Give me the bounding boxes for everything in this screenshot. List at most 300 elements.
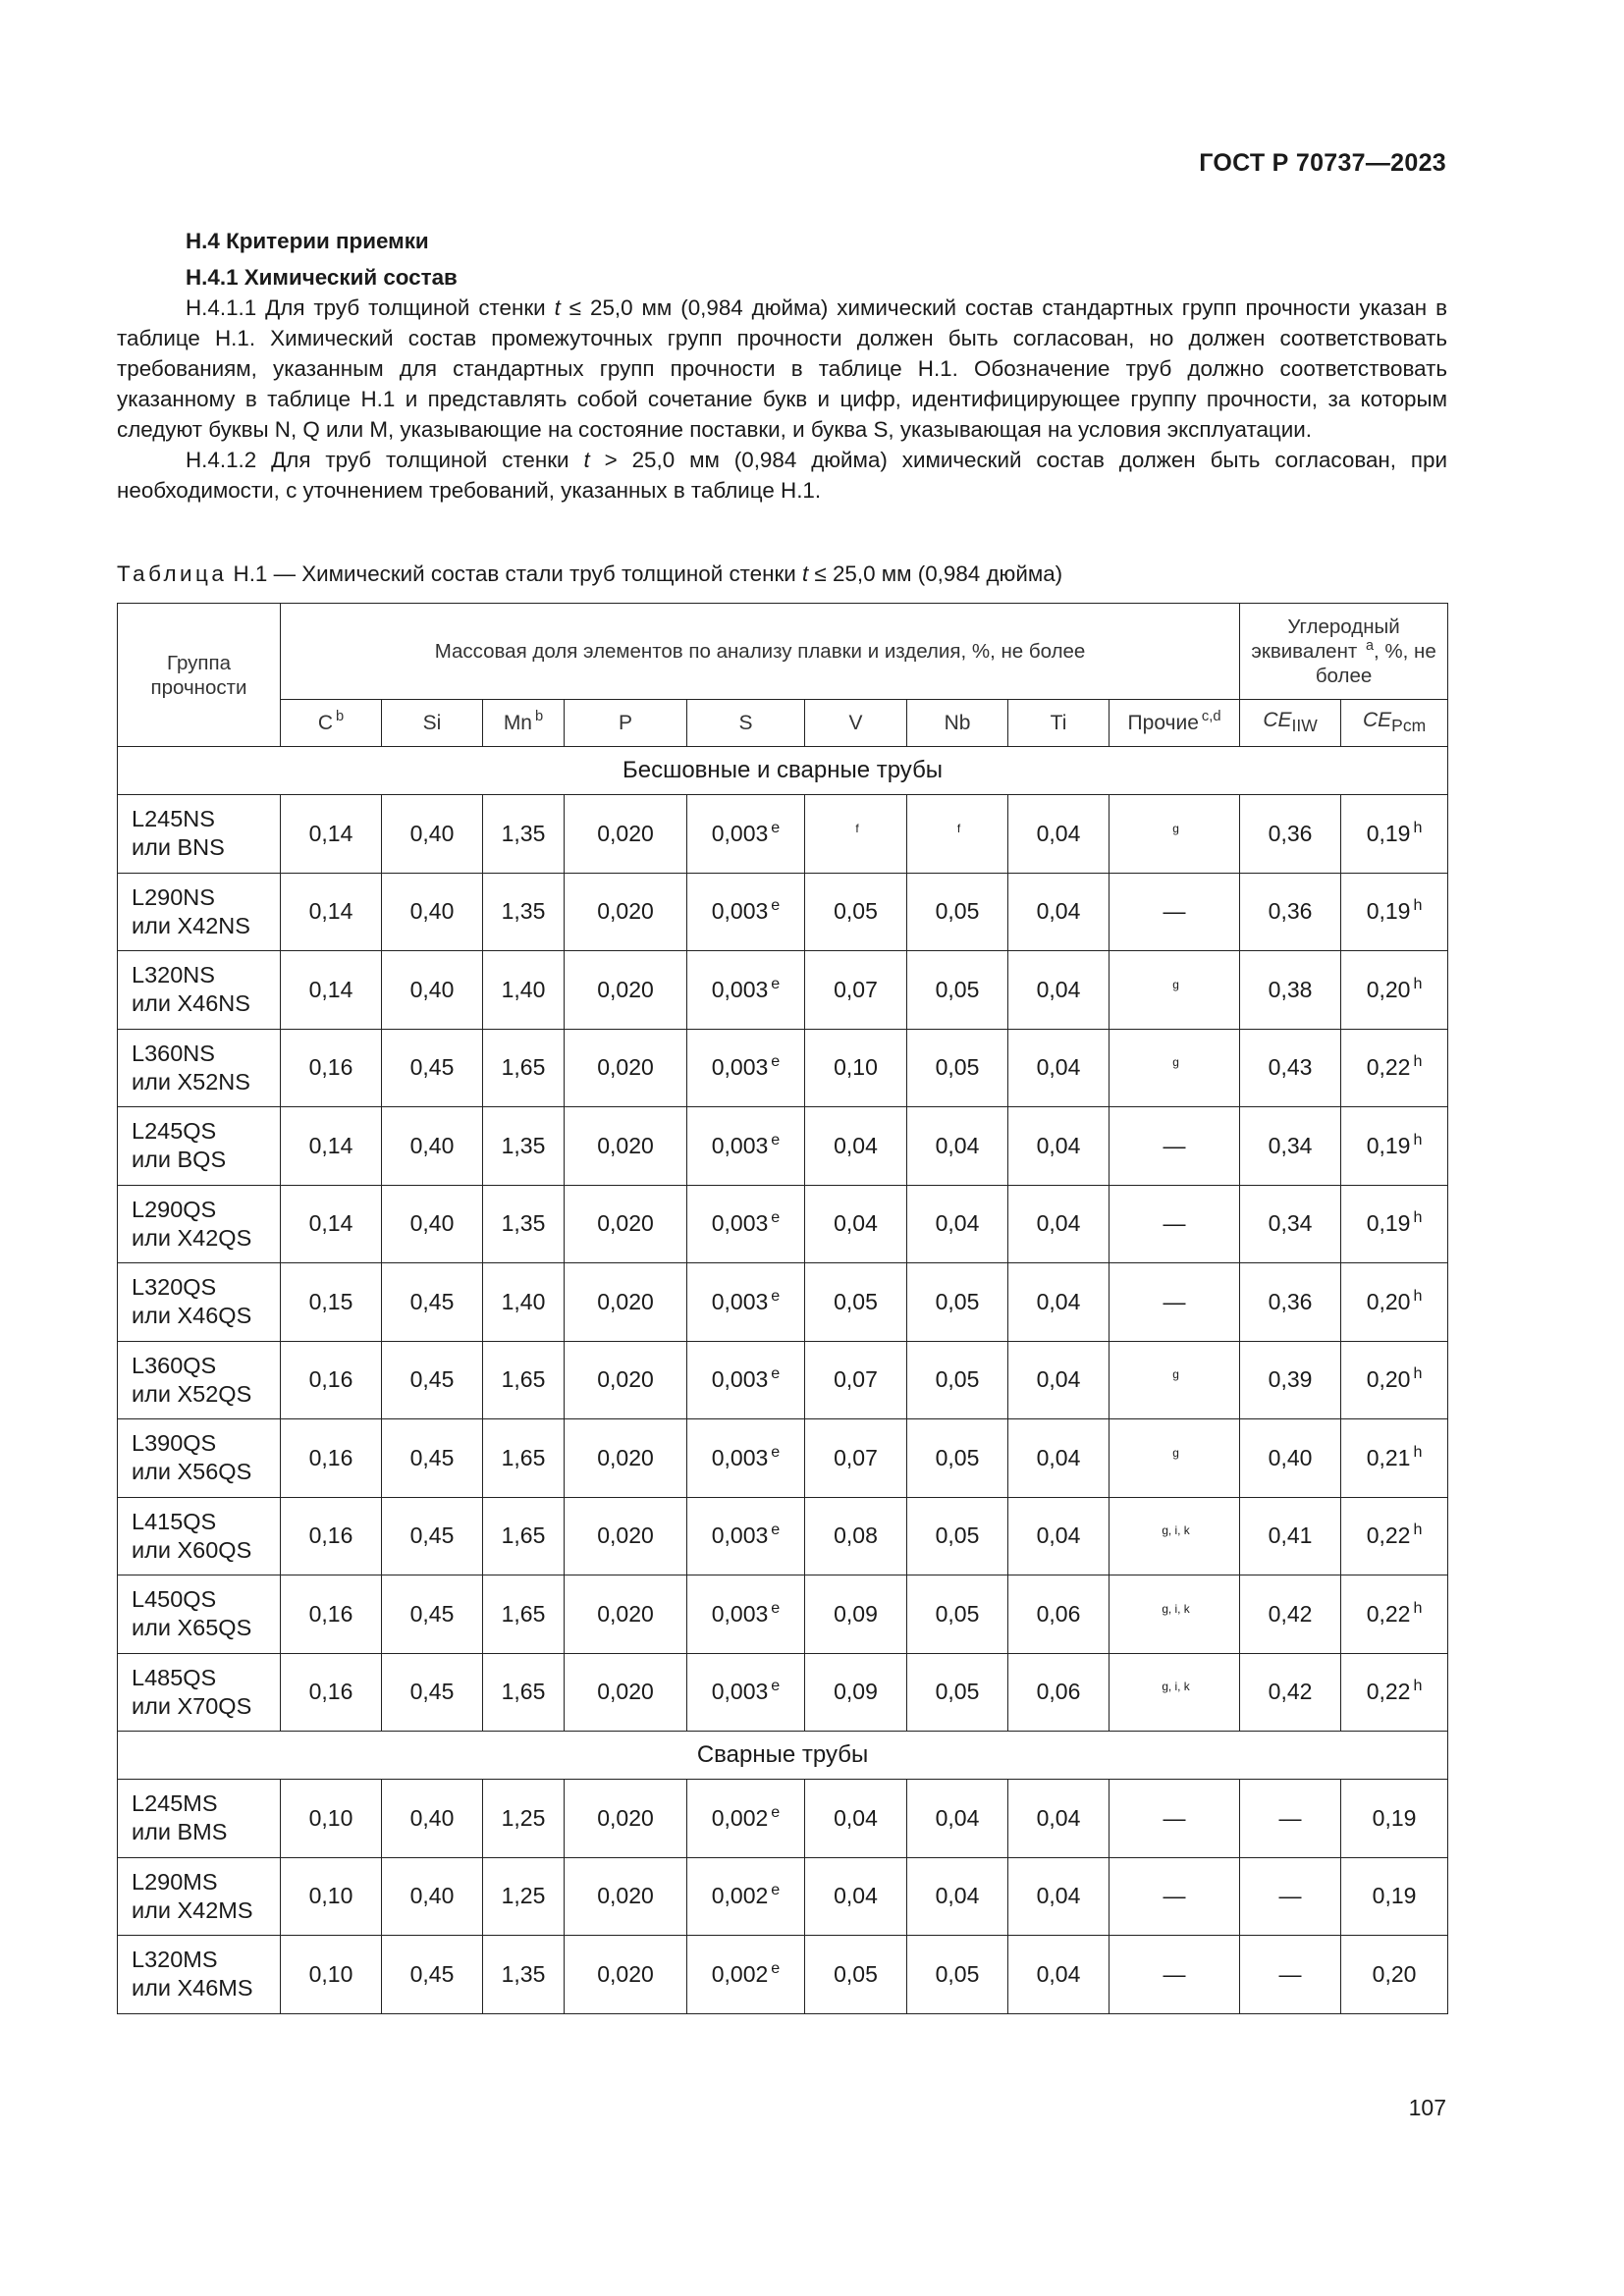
cell-mn: 1,35 <box>483 795 565 874</box>
cell-ce-pcm-value: 0,19 <box>1366 820 1411 846</box>
strength-group-cell <box>118 1029 281 1107</box>
cell-c: 0,10 <box>281 1780 382 1858</box>
cell-p: 0,020 <box>565 1575 687 1654</box>
cell-other-note: g <box>1172 821 1179 835</box>
cell-c: 0,14 <box>281 873 382 951</box>
cell-c: 0,16 <box>281 1653 382 1732</box>
cell-other <box>1110 1341 1240 1419</box>
table-row <box>118 1653 1448 1732</box>
cell-v <box>805 873 907 951</box>
cell-nb <box>907 951 1008 1030</box>
cell-ce-iiw: 0,34 <box>1240 1107 1341 1186</box>
cell-mn: 1,65 <box>483 1341 565 1419</box>
table-row <box>118 795 1448 874</box>
header-nb: Nb <box>907 700 1008 747</box>
header-ce-pcm: $CE_{Pcm}$ <box>1341 700 1448 747</box>
table-row <box>118 1341 1448 1419</box>
cell-ce-pcm <box>1341 1263 1448 1342</box>
section-welded <box>118 1732 1448 1780</box>
cell-ce-iiw: 0,39 <box>1240 1341 1341 1419</box>
header-ce-iiw: $CE_{IIW}$ <box>1240 700 1341 747</box>
cell-mn: 1,35 <box>483 873 565 951</box>
header-carbon-equivalent: Углеродный эквивалент $^a$, %, не более <box>1240 604 1448 700</box>
cell-other <box>1110 873 1240 951</box>
cell-ti: 0,04 <box>1008 1936 1110 2014</box>
cell-nb <box>907 1780 1008 1858</box>
strength-group-cell <box>118 1419 281 1498</box>
cell-nb <box>907 1936 1008 2014</box>
cell-other-note: g <box>1172 977 1179 991</box>
cell-other <box>1110 1419 1240 1498</box>
cell-v-value: 0,07 <box>834 1366 878 1393</box>
cell-mn: 1,25 <box>483 1780 565 1858</box>
cell-ce-pcm-note: h <box>1413 1208 1423 1227</box>
cell-v-value: 0,04 <box>834 1210 878 1237</box>
cell-s <box>687 1575 805 1654</box>
cell-v <box>805 1575 907 1654</box>
cell-nb <box>907 1497 1008 1575</box>
cell-s <box>687 1780 805 1858</box>
cell-v <box>805 951 907 1030</box>
cell-ti: 0,04 <box>1008 1341 1110 1419</box>
cell-ce-pcm-note: h <box>1413 1286 1423 1305</box>
cell-v <box>805 1780 907 1858</box>
cell-v <box>805 1653 907 1732</box>
grade-code: L360NS <box>132 1040 215 1066</box>
cell-ce-pcm-value: 0,22 <box>1366 1054 1411 1081</box>
cell-ce-pcm-value: 0,20 <box>1372 1960 1417 1987</box>
cell-s-note: e <box>771 974 781 992</box>
cell-p: 0,020 <box>565 795 687 874</box>
strength-group-cell <box>118 1857 281 1936</box>
cell-s-value: 0,002 <box>711 1960 769 1987</box>
cell-s-note: e <box>771 1208 781 1227</box>
cell-c: 0,16 <box>281 1575 382 1654</box>
cell-other <box>1110 1263 1240 1342</box>
cell-nb-value: 0,05 <box>935 1960 980 1987</box>
cell-nb-value: 0,05 <box>935 1522 980 1549</box>
cell-v-value: 0,09 <box>834 1600 878 1627</box>
cell-c: 0,14 <box>281 795 382 874</box>
cell-si: 0,40 <box>382 795 483 874</box>
cell-nb <box>907 1419 1008 1498</box>
chemical-composition-table <box>117 603 1448 2014</box>
cell-other <box>1110 1857 1240 1936</box>
strength-group-cell <box>118 873 281 951</box>
cell-s-value: 0,003 <box>711 1288 769 1314</box>
cell-ce-pcm-value: 0,19 <box>1366 1210 1411 1237</box>
cell-nb <box>907 1575 1008 1654</box>
cell-ce-iiw: 0,42 <box>1240 1575 1341 1654</box>
cell-other-note: g <box>1172 1367 1179 1382</box>
cell-s <box>687 1936 805 2014</box>
cell-mn: 1,35 <box>483 1107 565 1186</box>
cell-ce-iiw: 0,36 <box>1240 873 1341 951</box>
cell-ce-pcm-note: h <box>1413 818 1423 836</box>
cell-nb-value: 0,05 <box>935 1054 980 1081</box>
cell-mn: 1,35 <box>483 1936 565 2014</box>
header-v: V <box>805 700 907 747</box>
cell-ce-pcm-value: 0,19 <box>1372 1804 1417 1831</box>
cell-v <box>805 1936 907 2014</box>
grade-alt: или BMS <box>132 1819 228 1845</box>
cell-c: 0,15 <box>281 1263 382 1342</box>
cell-ti: 0,06 <box>1008 1575 1110 1654</box>
table-row <box>118 1575 1448 1654</box>
cell-s-value: 0,003 <box>711 820 769 846</box>
cell-ti: 0,04 <box>1008 873 1110 951</box>
cell-other <box>1110 1653 1240 1732</box>
cell-v-value: 0,05 <box>834 1960 878 1987</box>
cell-nb-note: f <box>956 821 961 835</box>
cell-ce-iiw: 0,40 <box>1240 1419 1341 1498</box>
cell-nb-value: 0,05 <box>935 976 980 1002</box>
cell-p: 0,020 <box>565 1263 687 1342</box>
grade-alt: или X52QS <box>132 1380 252 1407</box>
cell-si: 0,45 <box>382 1029 483 1107</box>
cell-ce-pcm <box>1341 1857 1448 1936</box>
cell-mn: 1,65 <box>483 1029 565 1107</box>
cell-si: 0,40 <box>382 1107 483 1186</box>
cell-v-note: f <box>855 821 859 835</box>
cell-ti: 0,04 <box>1008 951 1110 1030</box>
cell-s <box>687 1497 805 1575</box>
table-caption: Таблица H.1 — Химический состав стали труб толщиной стенки t ≤ 25,0 мм (0,984 дюйма) <box>117 561 1063 586</box>
cell-other <box>1110 951 1240 1030</box>
cell-nb <box>907 1107 1008 1186</box>
grade-alt: или X60QS <box>132 1536 252 1563</box>
cell-ce-pcm-note: h <box>1413 974 1423 992</box>
grade-alt: или X46NS <box>132 990 250 1017</box>
cell-c: 0,10 <box>281 1936 382 2014</box>
cell-ce-pcm-value: 0,20 <box>1366 1366 1411 1393</box>
table-row <box>118 1780 1448 1858</box>
cell-v-value: 0,04 <box>834 1883 878 1909</box>
cell-s <box>687 1263 805 1342</box>
cell-c: 0,14 <box>281 1185 382 1263</box>
cell-ce-pcm <box>1341 1185 1448 1263</box>
cell-s-value: 0,003 <box>711 1132 769 1158</box>
cell-ce-iiw: 0,36 <box>1240 795 1341 874</box>
table-row <box>118 951 1448 1030</box>
cell-c: 0,16 <box>281 1341 382 1419</box>
cell-ti: 0,04 <box>1008 1780 1110 1858</box>
cell-p: 0,020 <box>565 1497 687 1575</box>
header-other: Прочие $^{c,d}$ <box>1110 700 1240 747</box>
cell-ce-pcm <box>1341 795 1448 874</box>
grade-code: L320MS <box>132 1947 218 1973</box>
cell-s-note: e <box>771 1130 781 1148</box>
cell-p: 0,020 <box>565 951 687 1030</box>
cell-other <box>1110 1107 1240 1186</box>
cell-si: 0,45 <box>382 1653 483 1732</box>
cell-s-note: e <box>771 1521 781 1539</box>
cell-s <box>687 1419 805 1498</box>
cell-other-value: — <box>1163 1960 1186 1987</box>
paragraph-1: H.4.1.1 Для труб толщиной стенки t ≤ 25,0 мм (0,984 дюйма) химический состав стандартных групп прочности указан в таблице H.1. Химический состав промежуточных групп прочности должен быть согласован, но должен соответствовать требованиям, указанным для стандартных групп прочности в таблице H.1. Обозначение труб должно соответствовать указанному в таблице H.1 и представлять собой сочетание букв и цифр, идентифицирующее группу прочности, за которым следуют буквы N, Q или M, указывающие на состояние поставки, и буква S, указывающая на условия эксплуатации. <box>117 295 1447 442</box>
cell-ti: 0,04 <box>1008 1497 1110 1575</box>
cell-s-value: 0,002 <box>711 1883 769 1909</box>
cell-s <box>687 951 805 1030</box>
cell-mn: 1,65 <box>483 1653 565 1732</box>
cell-s-note: e <box>771 1286 781 1305</box>
cell-ti: 0,04 <box>1008 1857 1110 1936</box>
section-heading: H.4 Критерии приемки <box>186 229 429 253</box>
cell-ce-iiw: — <box>1240 1780 1341 1858</box>
cell-other-value: — <box>1163 1288 1186 1314</box>
strength-group-cell <box>118 1107 281 1186</box>
header-c: C $^b$ <box>281 700 382 747</box>
cell-ti: 0,04 <box>1008 1029 1110 1107</box>
cell-v-value: 0,05 <box>834 898 878 925</box>
cell-s-note: e <box>771 1677 781 1695</box>
grade-alt: или BQS <box>132 1147 227 1173</box>
cell-v-value: 0,05 <box>834 1288 878 1314</box>
cell-ce-pcm <box>1341 1419 1448 1498</box>
cell-p: 0,020 <box>565 1185 687 1263</box>
strength-group-cell <box>118 795 281 874</box>
cell-si: 0,45 <box>382 1419 483 1498</box>
cell-ce-iiw: 0,34 <box>1240 1185 1341 1263</box>
cell-s-value: 0,003 <box>711 1366 769 1393</box>
cell-mn: 1,25 <box>483 1857 565 1936</box>
grade-code: L450QS <box>132 1586 217 1613</box>
grade-code: L485QS <box>132 1664 217 1690</box>
strength-group-cell <box>118 1575 281 1654</box>
cell-s-note: e <box>771 1881 781 1899</box>
cell-s <box>687 1857 805 1936</box>
cell-s-note: e <box>771 896 781 915</box>
grade-code: L320NS <box>132 962 215 988</box>
cell-nb <box>907 873 1008 951</box>
strength-group-cell <box>118 1936 281 2014</box>
header-strength-group: Группа прочности <box>118 604 281 747</box>
cell-ce-pcm-note: h <box>1413 896 1423 915</box>
grade-alt: или X42NS <box>132 912 250 938</box>
cell-ce-pcm <box>1341 1575 1448 1654</box>
strength-group-cell <box>118 1263 281 1342</box>
cell-ce-iiw: 0,38 <box>1240 951 1341 1030</box>
cell-other <box>1110 1029 1240 1107</box>
cell-p: 0,020 <box>565 1780 687 1858</box>
grade-alt: или X46MS <box>132 1975 253 2002</box>
strength-group-cell <box>118 1341 281 1419</box>
cell-s-value: 0,003 <box>711 1679 769 1705</box>
cell-p: 0,020 <box>565 1936 687 2014</box>
cell-s-note: e <box>771 1442 781 1461</box>
cell-nb-value: 0,05 <box>935 1444 980 1470</box>
cell-mn: 1,40 <box>483 1263 565 1342</box>
cell-nb <box>907 795 1008 874</box>
cell-si: 0,45 <box>382 1341 483 1419</box>
cell-ti: 0,04 <box>1008 1107 1110 1186</box>
table-row <box>118 1263 1448 1342</box>
cell-ce-pcm <box>1341 1497 1448 1575</box>
cell-s-value: 0,003 <box>711 1522 769 1549</box>
cell-s-value: 0,003 <box>711 1054 769 1081</box>
page-number: 107 <box>1408 2095 1446 2120</box>
cell-ce-pcm-value: 0,21 <box>1366 1444 1411 1470</box>
header-s: S <box>687 700 805 747</box>
cell-v <box>805 1185 907 1263</box>
cell-ti: 0,04 <box>1008 795 1110 874</box>
subsection-heading: H.4.1 Химический состав <box>186 265 458 290</box>
cell-ce-pcm <box>1341 1341 1448 1419</box>
cell-ce-pcm <box>1341 873 1448 951</box>
cell-v-value: 0,04 <box>834 1804 878 1831</box>
cell-p: 0,020 <box>565 873 687 951</box>
strength-group-cell <box>118 951 281 1030</box>
cell-other <box>1110 1936 1240 2014</box>
cell-si: 0,45 <box>382 1575 483 1654</box>
grade-code: L415QS <box>132 1508 217 1534</box>
cell-s-value: 0,002 <box>711 1804 769 1831</box>
cell-s <box>687 1107 805 1186</box>
cell-ce-pcm-value: 0,19 <box>1366 1132 1411 1158</box>
cell-c: 0,10 <box>281 1857 382 1936</box>
cell-mn: 1,65 <box>483 1497 565 1575</box>
grade-code: L245NS <box>132 806 215 832</box>
cell-ce-iiw: — <box>1240 1857 1341 1936</box>
cell-other-note: g, i, k <box>1162 1680 1190 1694</box>
cell-nb-value: 0,04 <box>935 1210 980 1237</box>
cell-other-value: — <box>1163 898 1186 925</box>
header-p: P <box>565 700 687 747</box>
cell-ce-pcm-note: h <box>1413 1442 1423 1461</box>
cell-ce-pcm <box>1341 1780 1448 1858</box>
cell-v-value: 0,10 <box>834 1054 878 1081</box>
cell-mn: 1,65 <box>483 1575 565 1654</box>
grade-alt: или X42MS <box>132 1896 253 1923</box>
cell-p: 0,020 <box>565 1029 687 1107</box>
cell-s <box>687 873 805 951</box>
cell-ce-pcm <box>1341 1029 1448 1107</box>
grade-code: L290NS <box>132 883 215 910</box>
cell-other-value: — <box>1163 1804 1186 1831</box>
cell-v-value: 0,04 <box>834 1132 878 1158</box>
cell-si: 0,45 <box>382 1497 483 1575</box>
cell-c: 0,16 <box>281 1497 382 1575</box>
cell-other-value: — <box>1163 1883 1186 1909</box>
cell-s-note: e <box>771 1958 781 1977</box>
cell-nb-value: 0,04 <box>935 1804 980 1831</box>
cell-ce-pcm-value: 0,19 <box>1372 1883 1417 1909</box>
strength-group-cell <box>118 1653 281 1732</box>
section-seamless-title: Бесшовные и сварные трубы <box>118 747 1448 795</box>
cell-s-value: 0,003 <box>711 1444 769 1470</box>
cell-s <box>687 1029 805 1107</box>
cell-nb-value: 0,05 <box>935 898 980 925</box>
cell-ti: 0,04 <box>1008 1263 1110 1342</box>
grade-code: L290MS <box>132 1868 218 1895</box>
header-mass-fraction: Массовая доля элементов по анализу плавки и изделия, %, не более <box>281 604 1240 700</box>
grade-alt: или X70QS <box>132 1692 252 1719</box>
cell-s-value: 0,003 <box>711 1210 769 1237</box>
cell-v <box>805 1497 907 1575</box>
cell-ce-pcm-value: 0,22 <box>1366 1600 1411 1627</box>
table-row <box>118 873 1448 951</box>
cell-ce-iiw: 0,41 <box>1240 1497 1341 1575</box>
cell-nb <box>907 1653 1008 1732</box>
cell-si: 0,40 <box>382 1780 483 1858</box>
cell-other <box>1110 1575 1240 1654</box>
cell-ce-pcm-note: h <box>1413 1364 1423 1383</box>
cell-s-value: 0,003 <box>711 976 769 1002</box>
cell-si: 0,40 <box>382 1857 483 1936</box>
cell-ce-iiw: 0,42 <box>1240 1653 1341 1732</box>
cell-p: 0,020 <box>565 1419 687 1498</box>
cell-ce-iiw: — <box>1240 1936 1341 2014</box>
cell-s <box>687 1653 805 1732</box>
cell-ce-pcm <box>1341 1653 1448 1732</box>
cell-other-value: — <box>1163 1132 1186 1158</box>
cell-other-note: g, i, k <box>1162 1523 1190 1538</box>
table-row <box>118 1936 1448 2014</box>
cell-p: 0,020 <box>565 1857 687 1936</box>
cell-ce-pcm <box>1341 951 1448 1030</box>
section-seamless <box>118 747 1448 795</box>
grade-code: L290QS <box>132 1196 217 1222</box>
header-mn: Mn $^b$ <box>483 700 565 747</box>
cell-v-value: 0,08 <box>834 1522 878 1549</box>
cell-ce-pcm-value: 0,19 <box>1366 898 1411 925</box>
cell-ce-pcm-value: 0,22 <box>1366 1522 1411 1549</box>
cell-nb <box>907 1263 1008 1342</box>
cell-s-note: e <box>771 1052 781 1071</box>
cell-c: 0,16 <box>281 1029 382 1107</box>
table-row <box>118 1185 1448 1263</box>
grade-alt: или X46QS <box>132 1303 252 1329</box>
cell-nb-value: 0,05 <box>935 1288 980 1314</box>
section-welded-title: Сварные трубы <box>118 1732 1448 1780</box>
cell-ti: 0,04 <box>1008 1185 1110 1263</box>
cell-ce-pcm <box>1341 1107 1448 1186</box>
cell-v <box>805 1857 907 1936</box>
cell-other <box>1110 795 1240 874</box>
grade-code: L360QS <box>132 1352 217 1378</box>
cell-si: 0,40 <box>382 1185 483 1263</box>
cell-ce-iiw: 0,36 <box>1240 1263 1341 1342</box>
cell-nb-value: 0,04 <box>935 1132 980 1158</box>
cell-p: 0,020 <box>565 1341 687 1419</box>
cell-other <box>1110 1780 1240 1858</box>
cell-mn: 1,65 <box>483 1419 565 1498</box>
cell-ce-pcm <box>1341 1936 1448 2014</box>
grade-code: L390QS <box>132 1430 217 1457</box>
cell-ti: 0,04 <box>1008 1419 1110 1498</box>
cell-nb <box>907 1029 1008 1107</box>
grade-alt: или X56QS <box>132 1459 252 1485</box>
table-row <box>118 1107 1448 1186</box>
cell-s <box>687 1341 805 1419</box>
cell-c: 0,14 <box>281 951 382 1030</box>
cell-p: 0,020 <box>565 1107 687 1186</box>
cell-other <box>1110 1497 1240 1575</box>
cell-s-note: e <box>771 818 781 836</box>
cell-s <box>687 1185 805 1263</box>
cell-v-value: 0,09 <box>834 1679 878 1705</box>
cell-ti: 0,06 <box>1008 1653 1110 1732</box>
cell-nb <box>907 1857 1008 1936</box>
table-row <box>118 1419 1448 1498</box>
cell-other-note: g, i, k <box>1162 1601 1190 1616</box>
cell-ce-pcm-note: h <box>1413 1521 1423 1539</box>
cell-v <box>805 1419 907 1498</box>
strength-group-cell <box>118 1185 281 1263</box>
cell-v <box>805 795 907 874</box>
cell-v-value: 0,07 <box>834 1444 878 1470</box>
table-row <box>118 1497 1448 1575</box>
